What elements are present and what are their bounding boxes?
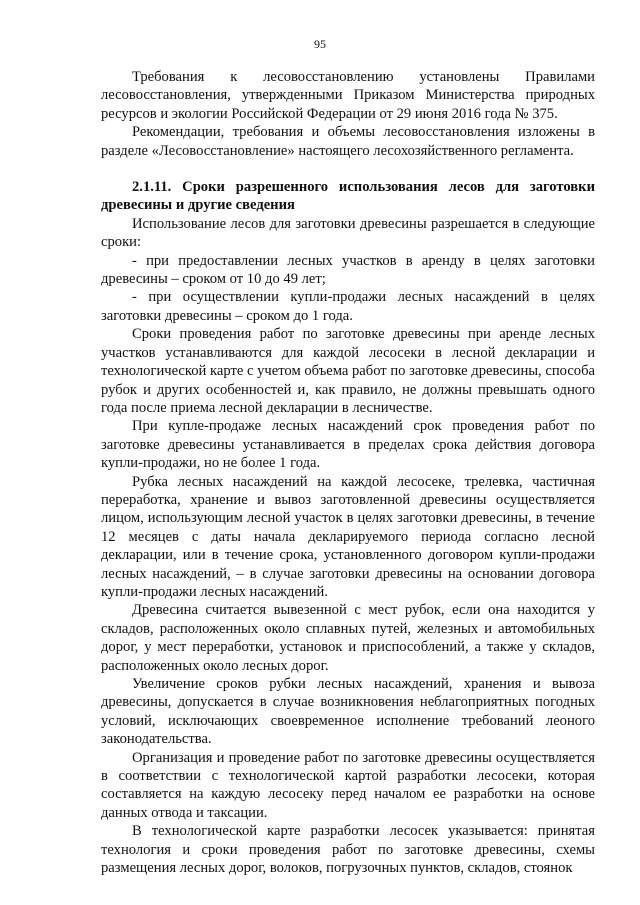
section-heading [101, 178, 595, 215]
page-number: 95 [314, 37, 326, 51]
body-paragraph: В технологической карте разработки лесосек указывается: принятая технология и сроки проведения работ по заготовке древесины, схемы размещения лесных дорог, волоков, погрузочных пунктов, складов, стоянок [101, 823, 595, 877]
intro-paragraph: Рекомендации, требования и объемы лесовосстановления изложены в разделе «Лесовосстановление» настоящего лесохозяйственного регламента. [101, 124, 595, 159]
body-paragraph: Сроки проведения работ по заготовке древесины при аренде лесных участков устанавливаются для каждой лесосеки в лесной декларации и технологической карте с учетом объема работ по заготовке древесины, способа рубок и других особенностей и, как правило, не должны превышать одного года после приема лесной декларации в лесничестве. [101, 326, 595, 416]
list-item: - при предоставлении лесных участков в аренду в целях заготовки древесины – сроком от 10 до 49 лет; [101, 252, 595, 288]
body-paragraph: Рубка лесных насаждений на каждой лесосеке, трелевка, частичная переработка, хранение и вывоз заготовленной древесины осуществляется лицом, использующим лесной участок в целях заготовки древесины, в течение 12 месяцев с даты начала декларируемого периода согласно лесной декларации, или в течение срока, установленного договором купли-продажи лесных насаждений, – в случае заготовки древесины на основании договора купли-продажи лесных насаждений. [101, 473, 595, 600]
spacer [101, 160, 595, 178]
document-body [101, 68, 595, 877]
section-number: 2.1.11. [132, 179, 172, 196]
list-item: - при осуществлении купли-продажи лесных насаждений в целях заготовки древесины – сроком до 1 года. [101, 289, 595, 324]
body-paragraph: Организация и проведение работ по заготовке древесины осуществляется в соответствии с технологической картой разработки лесосеки, которая составляется на каждую лесосеку перед началом ее разработки на основе данных отвода и таксации. [101, 749, 595, 821]
body-paragraph: Древесина считается вывезенной с мест рубок, если она находится у складов, расположенных около сплавных путей, железных и автомобильных дорог, у мест переработки, установок и приспособлений, а также у складов, расположенных около лесных дорог. [101, 602, 595, 674]
body-paragraph: Использование лесов для заготовки древесины разрешается в следующие сроки: [101, 215, 595, 251]
body-paragraph: При купле-продаже лесных насаждений срок проведения работ по заготовке древесины устанавливается в пределах срока действия договора купли-продажи, но не более 1 года. [101, 418, 595, 472]
intro-paragraph: Требования к лесовосстановлению установлены Правилами лесовосстановления, утвержденными Приказом Министерства природных ресурсов и экологии Российской Федерации от 29 июня 2016 года № 375. [101, 69, 595, 122]
section-title: Сроки разрешенного использования лесов для заготовки древесины и другие сведения [101, 179, 596, 214]
body-paragraph: Увеличение сроков рубки лесных насаждений, хранения и вывоза древесины, допускается в случае возникновения неблагоприятных погодных условий, исключающих своевременное исполнение требований леоного законодательства. [101, 676, 595, 748]
